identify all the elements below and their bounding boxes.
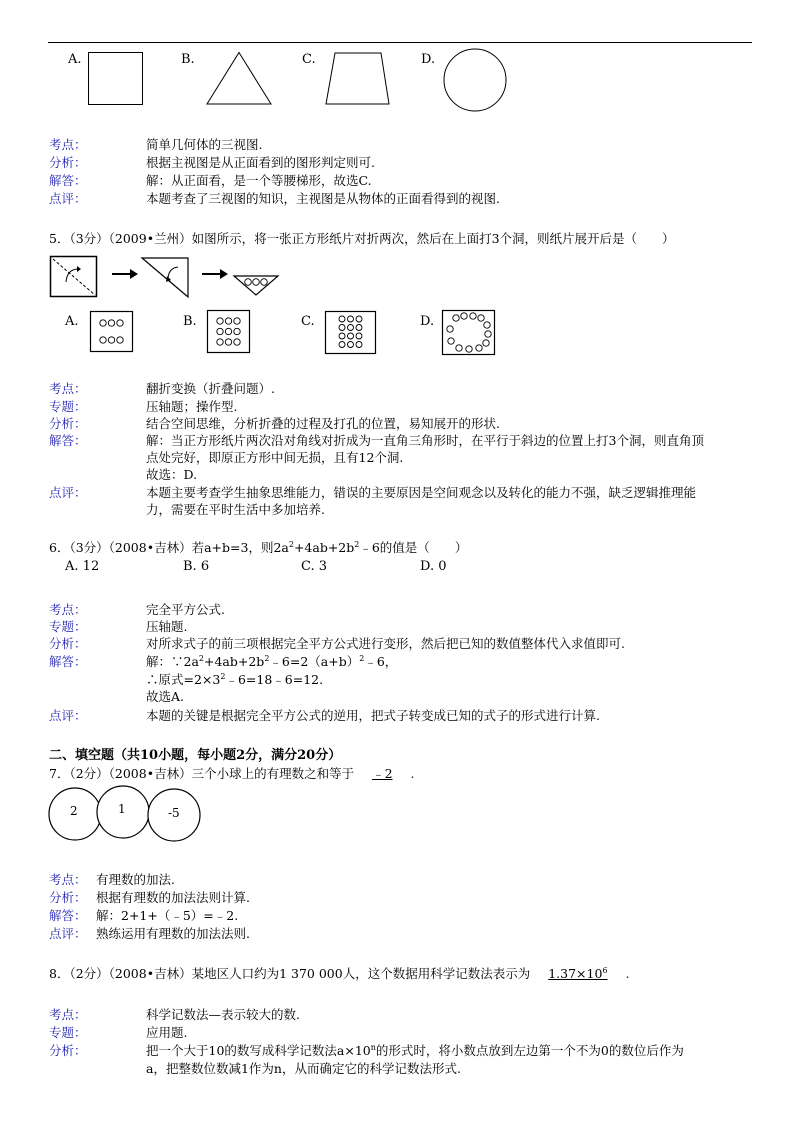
q5-option-c-figure xyxy=(325,311,377,355)
fenxi-label: 分析： xyxy=(49,155,87,170)
option-b-label: B. xyxy=(181,52,195,67)
q5-jieda-label: 解答： xyxy=(49,433,87,448)
q8-fenxi-line1: 把一个大于10的数写成科学记数法$a\times 10^n$的形式时，将小数点放到左边第一个不为0的数位后作为 xyxy=(146,1043,684,1058)
q5-option-b-figure xyxy=(207,310,251,354)
q7-dianping-label: 点评： xyxy=(49,926,87,941)
dianping-label: 点评： xyxy=(49,191,87,206)
q7-dianping-text: 熟练运用有理数的加法法则. xyxy=(96,926,250,941)
q6-kaodian-label: 考点： xyxy=(49,602,87,617)
jieda-label: 解答： xyxy=(49,173,87,188)
q6-option-b: B. 6 xyxy=(183,559,210,574)
q8-kaodian-text: 科学记数法—表示较大的数. xyxy=(146,1007,300,1022)
ball-3-number: -5 xyxy=(168,806,180,820)
q6-jieda-line3: 故选A. xyxy=(146,689,185,704)
dianping-text: 本题考查了三视图的知识，主视图是从物体的正面看得到的视图. xyxy=(146,191,500,206)
option-c-label: C. xyxy=(302,52,316,67)
q5-option-b-label: B. xyxy=(183,314,197,329)
folding-diagram xyxy=(50,256,290,300)
q5-kaodian-label: 考点： xyxy=(49,381,87,396)
q6-dianping-label: 点评： xyxy=(49,708,87,723)
q5-option-c-label: C. xyxy=(301,314,315,329)
q5-option-a-figure xyxy=(90,311,134,353)
q6-jieda-line2: ∴原式$=2\times 3^2﹣6=18﹣6=12$. xyxy=(146,672,324,687)
fenxi-text: 根据主视图是从正面看到的图形判定则可. xyxy=(146,155,375,170)
circle-figure xyxy=(443,48,507,112)
kaodian-text: 简单几何体的三视图. xyxy=(146,137,263,152)
q6-kaodian-text: 完全平方公式. xyxy=(146,602,225,617)
q6-jieda-line1: 解：$\because 2a^2+4ab+2b^2﹣6=2(a+b)^2﹣6$， xyxy=(146,654,398,669)
q8-zhuanti-text: 应用题. xyxy=(146,1025,188,1040)
q8-answer: $1.37\times 10^6$ xyxy=(548,966,608,981)
q7-answer: ﹣2 xyxy=(372,766,393,781)
q8-fenxi-line2: a，把整数位数减1作为n，从而确定它的科学记数法形式. xyxy=(146,1061,461,1076)
q6-jieda-label: 解答： xyxy=(49,654,87,669)
q5-option-a-label: A. xyxy=(65,314,79,329)
q5-fenxi-label: 分析： xyxy=(49,416,87,431)
q6-option-a: A. 12 xyxy=(65,559,100,574)
q5-zhuanti-text: 压轴题；操作型. xyxy=(146,399,238,414)
q5-jieda-line2: 点处完好，即原正方形中间无损，且有12个洞. xyxy=(146,450,404,465)
option-a-label: A. xyxy=(68,52,82,67)
q6-fenxi-text: 对所求式子的前三项根据完全平方公式进行变形，然后把已知的数值整体代入求值即可. xyxy=(146,636,625,651)
q5-dianping-label: 点评： xyxy=(49,485,87,500)
q6-stem: 6．（3分）（2008•吉林）若a+b=3，则$2a^2+4ab+2b^2﹣6$的值是（ ） xyxy=(49,540,468,555)
q5-jieda-line1: 解：当正方形纸片两次沿对角线对折成为一直角三角形时，在平行于斜边的位置上打3个洞，则直角顶 xyxy=(146,433,704,448)
q5-dianping-line2: 力，需要在平时生活中多加培养. xyxy=(146,502,325,517)
q5-stem: 5．（3分）（2009•兰州）如图所示，将一张正方形纸片对折两次，然后在上面打3个洞，则纸片展开后是（ ） xyxy=(49,231,675,246)
section-title: 二、填空题（共10小题，每小题2分，满分20分） xyxy=(49,748,342,763)
q7-kaodian-text: 有理数的加法. xyxy=(96,872,175,887)
q5-fenxi-text: 结合空间思维，分析折叠的过程及打孔的位置，易知展开的形状. xyxy=(146,416,500,431)
header-rule xyxy=(48,42,752,43)
q6-fenxi-label: 分析： xyxy=(49,636,87,651)
q5-zhuanti-label: 专题： xyxy=(49,399,87,414)
q7-jieda-text: 解：2+1+（﹣5）=﹣2. xyxy=(96,908,239,923)
q7-jieda-label: 解答： xyxy=(49,908,87,923)
jieda-text: 解：从正面看，是一个等腰梯形，故选C. xyxy=(146,173,372,188)
q7-fenxi-label: 分析： xyxy=(49,890,87,905)
q8-fenxi-label: 分析： xyxy=(49,1043,87,1058)
q6-option-c: C. 3 xyxy=(301,559,328,574)
q5-dianping-line1: 本题主要考查学生抽象思维能力，错误的主要原因是空间观念以及转化的能力不强，缺乏逻辑推理能 xyxy=(146,485,697,500)
q6-option-d: D. 0 xyxy=(420,559,447,574)
q7-fenxi-text: 根据有理数的加法法则计算. xyxy=(96,890,250,905)
q5-option-d-figure xyxy=(442,310,496,356)
ball-1-number: 2 xyxy=(70,804,78,818)
square-figure xyxy=(88,52,144,106)
q6-zhuanti-label: 专题： xyxy=(49,619,87,634)
q6-zhuanti-text: 压轴题. xyxy=(146,619,188,634)
q7-stem: 7．（2分）（2008•吉林）三个小球上的有理数之和等于 ﹣2 . xyxy=(49,766,415,781)
q8-stem: 8．（2分）（2008•吉林）某地区人口约为1 370 000人，这个数据用科学记数法表示为 $1.37\times 10^6$ . xyxy=(49,966,630,981)
option-d-label: D. xyxy=(421,52,436,67)
q6-dianping-text: 本题的关键是根据完全平方公式的逆用，把式子转变成已知的式子的形式进行计算. xyxy=(146,708,600,723)
q5-kaodian-text: 翻折变换（折叠问题）. xyxy=(146,381,275,396)
triangle-figure xyxy=(206,52,272,106)
q5-option-d-label: D. xyxy=(420,314,435,329)
trapezoid-figure xyxy=(325,52,391,106)
kaodian-label: 考点： xyxy=(49,137,87,152)
q5-jieda-line3: 故选：D. xyxy=(146,467,198,482)
ball-2-number: 1 xyxy=(118,802,126,816)
q7-kaodian-label: 考点： xyxy=(49,872,87,887)
q8-zhuanti-label: 专题： xyxy=(49,1025,87,1040)
q8-kaodian-label: 考点： xyxy=(49,1007,87,1022)
